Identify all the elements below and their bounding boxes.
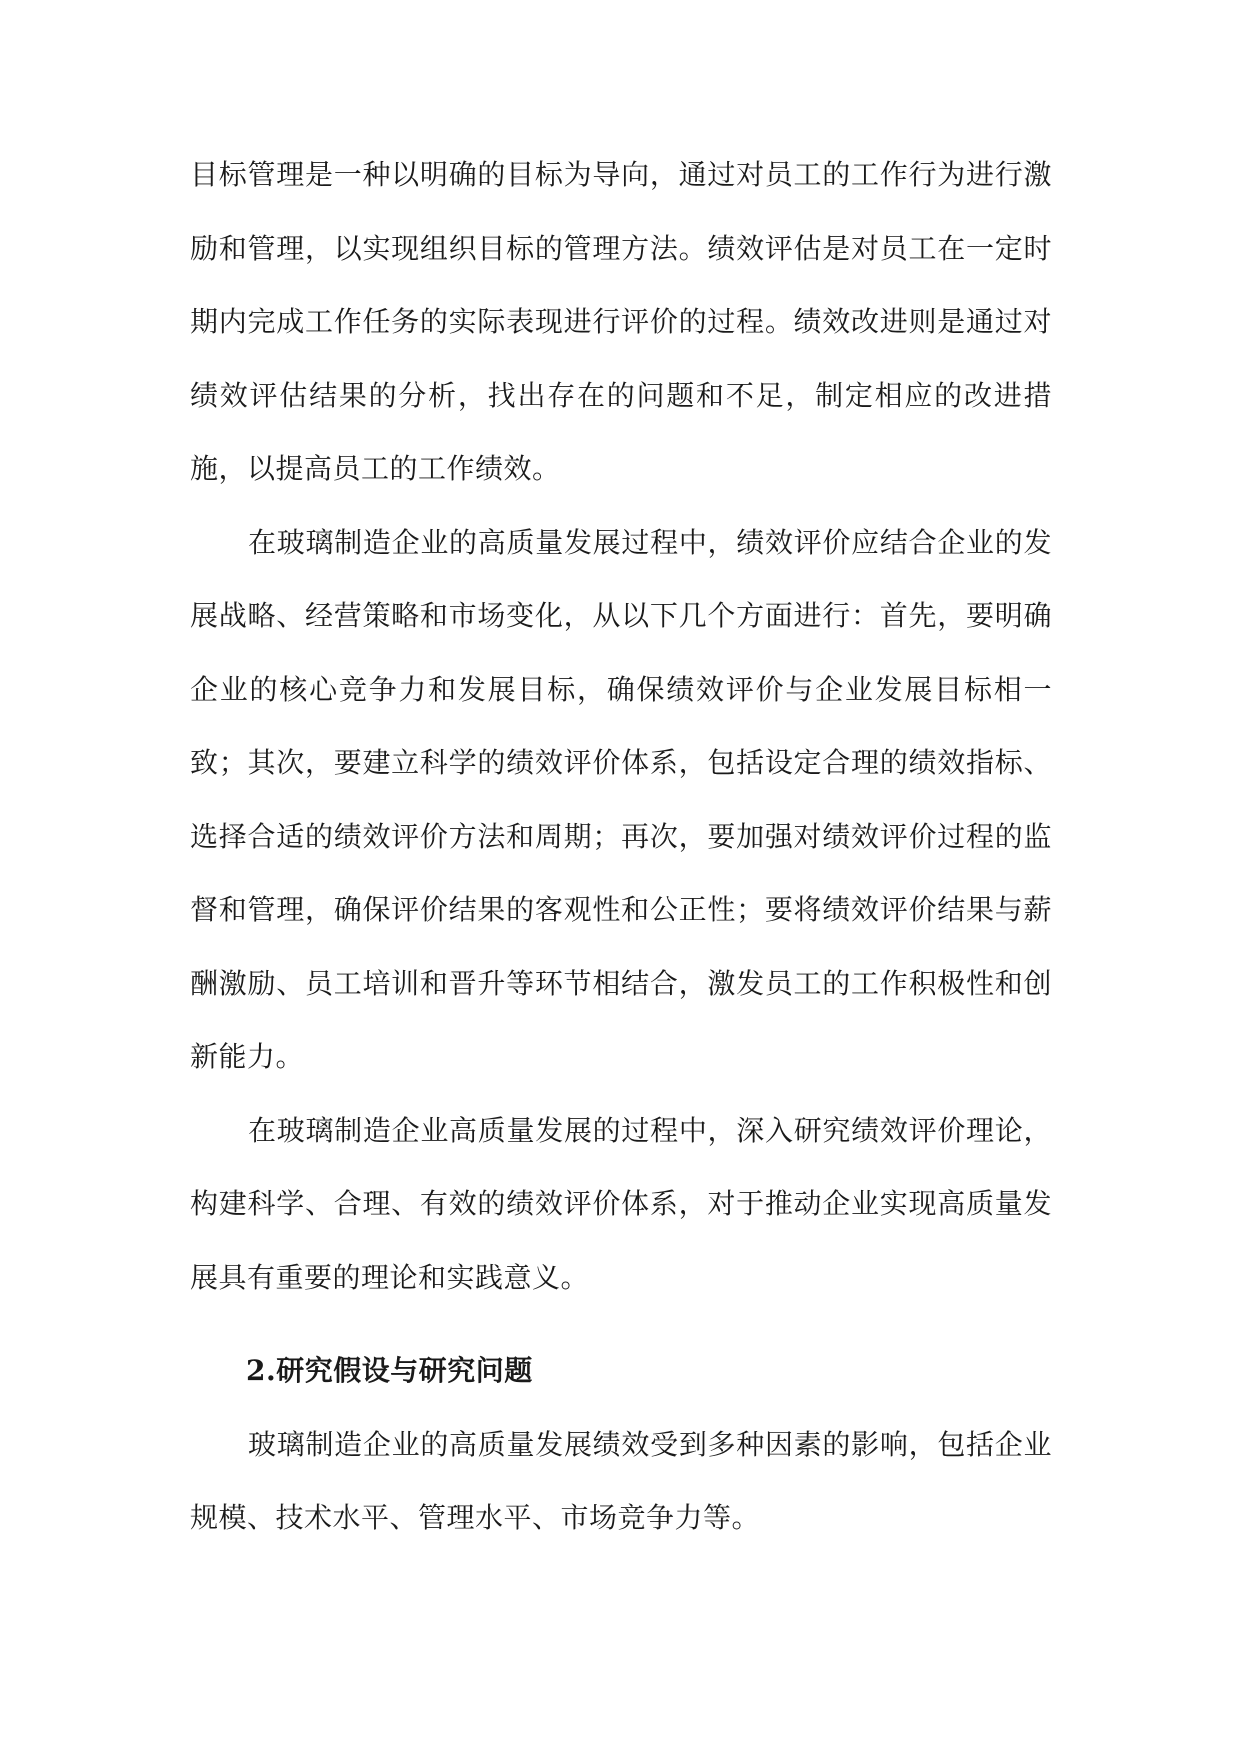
document-page	[190, 138, 1052, 1555]
section-heading: 2.研究假设与研究问题	[246, 1354, 533, 1387]
paragraph-goal-management: 目标管理是一种以明确的目标为导向，通过对员工的工作行为进行激励和管理，以实现组织目标的管理方法。绩效评估是对员工在一定时期内完成工作任务的实际表现进行评价的过程。绩效改进则是通过对绩效评估结果的分析，找出存在的问题和不足，制定相应的改进措施，以提高员工的工作绩效。	[190, 158, 1052, 485]
paragraph-performance-evaluation: 在玻璃制造企业的高质量发展过程中，绩效评价应结合企业的发展战略、经营策略和市场变化，从以下几个方面进行：首先，要明确企业的核心竞争力和发展目标，确保绩效评价与企业发展目标相一致；其次，要建立科学的绩效评价体系，包括设定合理的绩效指标、选择合适的绩效评价方法和周期；再次，要加强对绩效评价过程的监督和管理，确保评价结果的客观性和公正性；要将绩效评价结果与薪酬激励、员工培训和晋升等环节相结合，激发员工的工作积极性和创新能力。	[190, 525, 1052, 1073]
paragraph-research-significance: 在玻璃制造企业高质量发展的过程中，深入研究绩效评价理论，构建科学、合理、有效的绩效评价体系，对于推动企业实现高质量发展具有重要的理论和实践意义。	[190, 1113, 1052, 1294]
paragraph-influencing-factors: 玻璃制造企业的高质量发展绩效受到多种因素的影响，包括企业规模、技术水平、管理水平、市场竞争力等。	[190, 1427, 1052, 1534]
